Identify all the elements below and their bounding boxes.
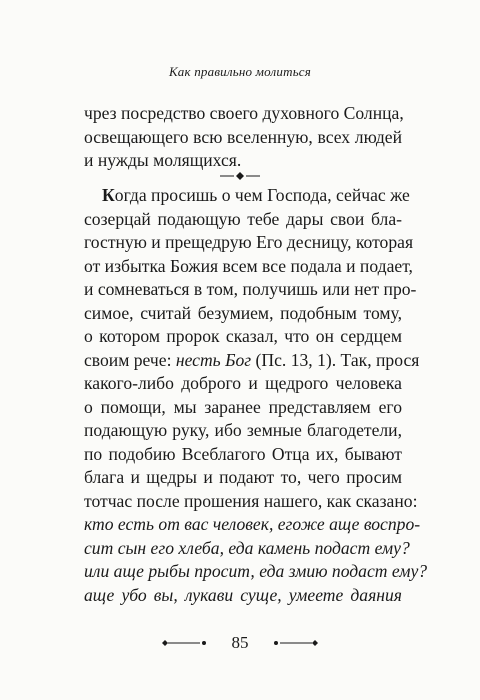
page-footer bbox=[0, 633, 480, 653]
text-line: тотчас после прошения нашего, как сказано: bbox=[84, 490, 418, 511]
text-line: симое, считай безумием, подобным тому, bbox=[84, 302, 402, 323]
footer-ornament-right-icon bbox=[270, 638, 320, 648]
drop-letter: К bbox=[102, 185, 115, 205]
text-line: о помощи, мы заранее представляем его bbox=[84, 396, 402, 417]
text-line: блага и щедры и подают то, чего просим bbox=[84, 467, 402, 487]
text-line: и нужды молящихся. bbox=[84, 150, 242, 170]
text-line: гостную и прещедрую Его десницу, которая bbox=[84, 232, 414, 252]
text-line: по подобию Всеблагого Отца их, бывают bbox=[84, 443, 402, 464]
text-line: и сомневаться в том, получишь или нет про- bbox=[84, 279, 417, 299]
quote-span: несть Бог bbox=[175, 349, 252, 370]
text-line: чрез посредство своего духовного Солнца, bbox=[84, 103, 404, 123]
paragraph-2 bbox=[84, 184, 428, 607]
text-line-first bbox=[84, 184, 410, 208]
quote-line: кто есть от вас человек, егоже аще воспро- bbox=[84, 514, 421, 534]
text-line: о котором пророк сказал, что он сердцем bbox=[84, 326, 402, 346]
diamond-ornament-icon bbox=[220, 172, 260, 180]
text-span: (Пс. 13, 1). Так, прося bbox=[251, 349, 420, 370]
text-line: какого-либо доброго и щедрого человека bbox=[84, 373, 402, 393]
text-line: от избытка Божия всем все подала и подает, bbox=[84, 255, 413, 276]
text-line: подающую руку, ибо земные благодетели, bbox=[84, 420, 402, 440]
text-span: огда просишь о чем Господа, сейчас же bbox=[114, 185, 410, 205]
text-line: созерцай подающую тебе дары свои бла- bbox=[84, 208, 402, 229]
running-head: Как правильно молиться bbox=[168, 64, 312, 79]
quote-line: сит сын его хлеба, еда камень подаст ему? bbox=[84, 537, 410, 558]
text-line: освещающего всю вселенную, всех людей bbox=[84, 126, 402, 147]
page-number: 85 bbox=[231, 633, 249, 652]
paragraph-1 bbox=[84, 102, 402, 173]
section-divider-ornament bbox=[0, 172, 480, 180]
text-span: своим рече: bbox=[84, 349, 176, 370]
quote-line: аще убо вы, лукави суще, умеете даяния bbox=[84, 584, 402, 605]
quote-line: или аще рыбы просит, еда змию подаст ему? bbox=[84, 561, 428, 581]
text-line-citation bbox=[84, 349, 420, 373]
